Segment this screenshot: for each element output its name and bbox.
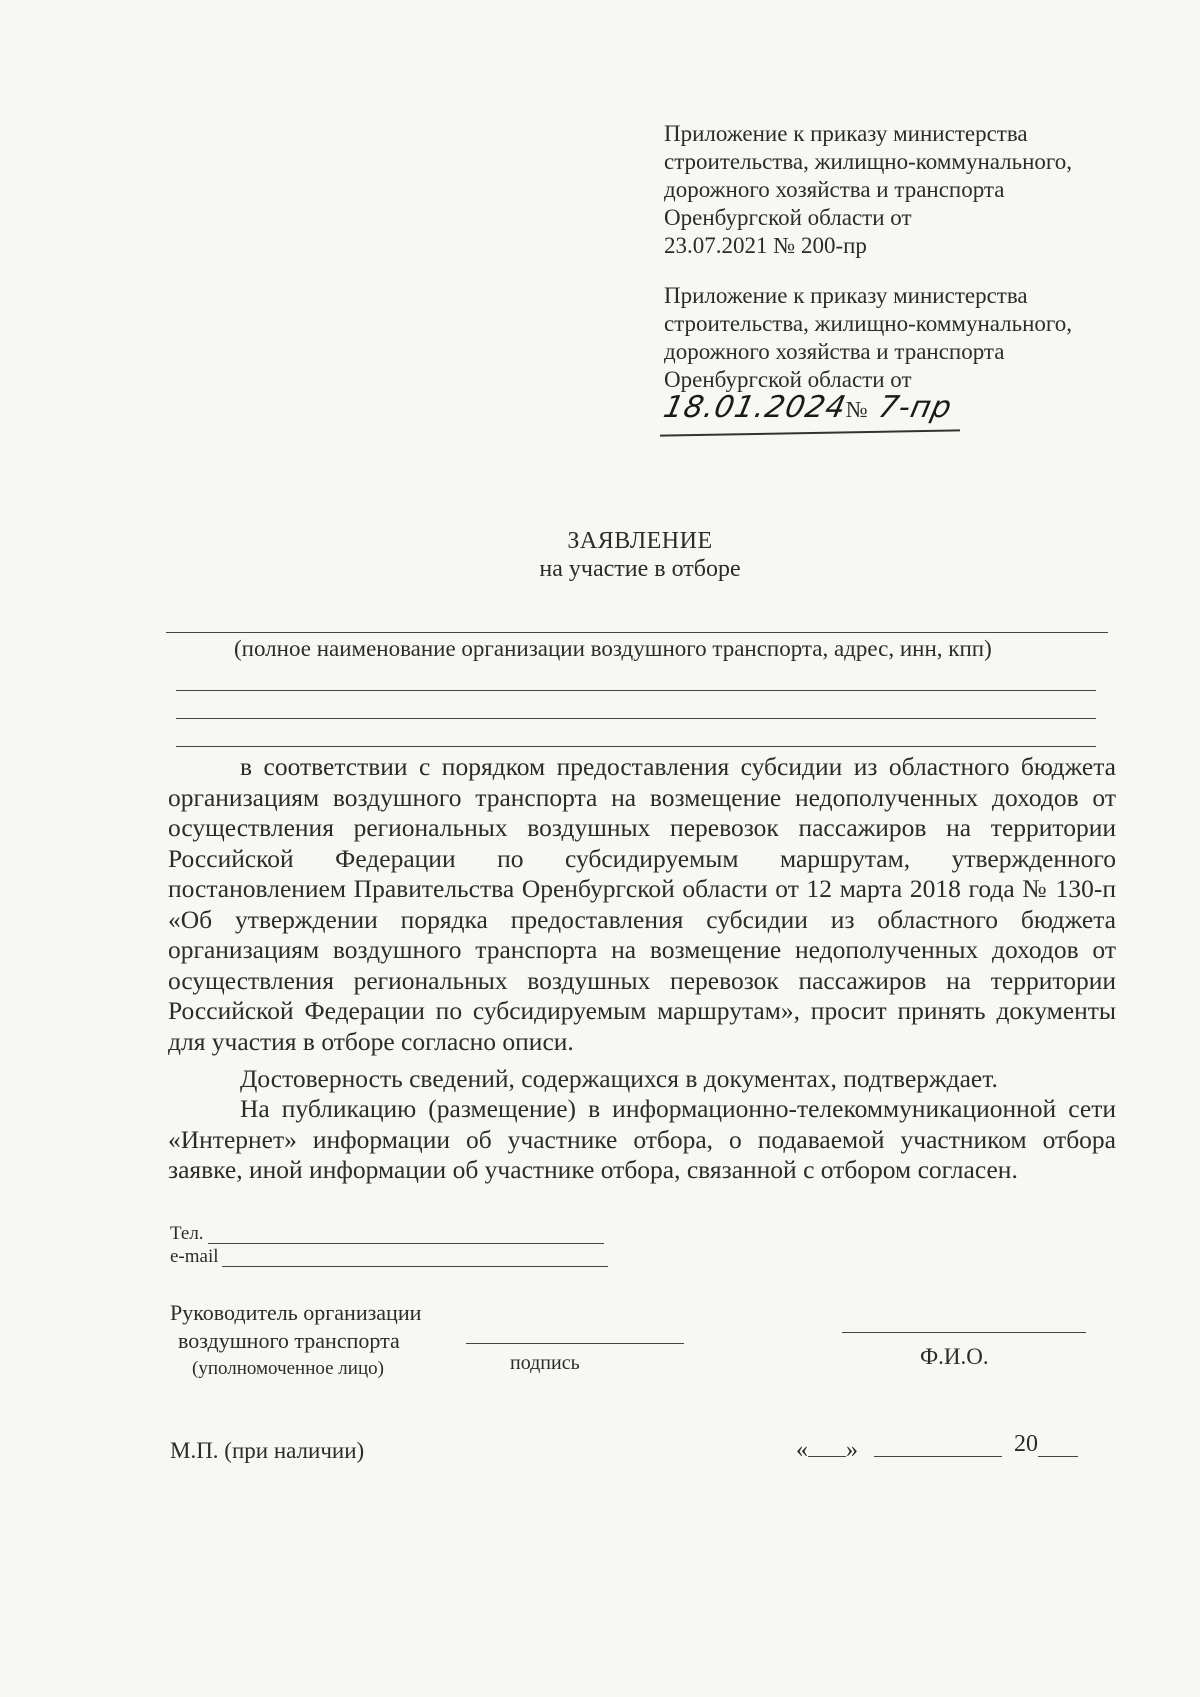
- appendix-block-amended: [660, 282, 1124, 425]
- handwritten-date-line: [660, 390, 1124, 425]
- date-line: [796, 1431, 1078, 1464]
- email-field-line: [222, 1266, 608, 1267]
- number-sign: №: [845, 397, 868, 422]
- full-name-field-line: [842, 1332, 1086, 1333]
- org-name-line: [166, 632, 1108, 633]
- appendix-line: строительства, жилищно-коммунального,: [664, 311, 1073, 336]
- year-blank: [1038, 1438, 1078, 1457]
- org-name-line: [176, 746, 1096, 747]
- seal-label: М.П. (при наличии): [170, 1438, 365, 1463]
- head-authorized-note: (уполномоченное лицо): [192, 1358, 384, 1379]
- appendix-line: Оренбургской области от: [664, 205, 912, 230]
- appendix-block-original: [664, 120, 1124, 260]
- month-blank: [874, 1438, 1002, 1457]
- signature-field-line: [466, 1343, 684, 1344]
- body-paragraph-reliability: Достоверность сведений, содержащихся в документах, подтверждает.: [240, 1064, 998, 1093]
- org-name-caption: (полное наименование организации воздушного транспорта, адрес, инн, кпп): [234, 636, 992, 661]
- appendix-line: дорожного хозяйства и транспорта: [664, 339, 1005, 364]
- appendix-line: Приложение к приказу министерства: [664, 121, 1028, 146]
- date-open-quote: «: [796, 1437, 808, 1463]
- day-blank: [808, 1438, 846, 1457]
- document-subtitle: на участие в отборе: [539, 556, 741, 582]
- org-name-line: [176, 690, 1096, 691]
- full-name-label: Ф.И.О.: [920, 1344, 989, 1369]
- appendix-line: Оренбургской области от: [664, 367, 912, 392]
- handwritten-date: 18.01.2024: [660, 390, 850, 425]
- signature-label: подпись: [510, 1352, 580, 1374]
- handwritten-underline: [660, 429, 960, 436]
- document-title: ЗАЯВЛЕНИЕ: [567, 528, 713, 554]
- phone-label: Тел.: [170, 1223, 204, 1244]
- appendix-line: строительства, жилищно-коммунального,: [664, 149, 1073, 174]
- date-close-quote: »: [846, 1437, 858, 1463]
- body-paragraph-publication-consent: На публикацию (размещение) в информационно-телекоммуникационной сети «Интернет» информации об участнике отбора, о подаваемой участником отбора заявке, иной информации об участнике отбора, связанной с отбором согласен.: [168, 1094, 1116, 1184]
- appendix-line: Приложение к приказу министерства: [664, 283, 1028, 308]
- org-name-line: [176, 718, 1096, 719]
- appendix-line: 23.07.2021 № 200-пр: [664, 233, 867, 258]
- phone-field-line: [208, 1243, 604, 1244]
- head-title-line2: воздушного транспорта: [178, 1328, 400, 1353]
- email-label: e-mail: [170, 1246, 219, 1267]
- appendix-line: дорожного хозяйства и транспорта: [664, 177, 1005, 202]
- handwritten-number: 7-пр: [875, 390, 956, 425]
- year-prefix: 20: [1014, 1431, 1038, 1457]
- head-title-line1: Руководитель организации: [170, 1300, 422, 1325]
- body-paragraph-request: в соответствии с порядком предоставления субсидии из областного бюджета организациям воздушного транспорта на возмещение недополученных доходов от осуществления региональных воздушных перевозок пассажиров на территории Российской Федерации по субсидируемым маршрутам, утвержденного постановлением Правительства Оренбургской области от 12 марта 2018 года № 130-п «Об утверждении порядка предоставления субсидии из областного бюджета организациям воздушного транспорта на возмещение недополученных доходов от осуществления региональных воздушных перевозок пассажиров на территории Российской Федерации по субсидируемым маршрутам», просит принять документы для участия в отборе согласно описи.: [168, 752, 1116, 1056]
